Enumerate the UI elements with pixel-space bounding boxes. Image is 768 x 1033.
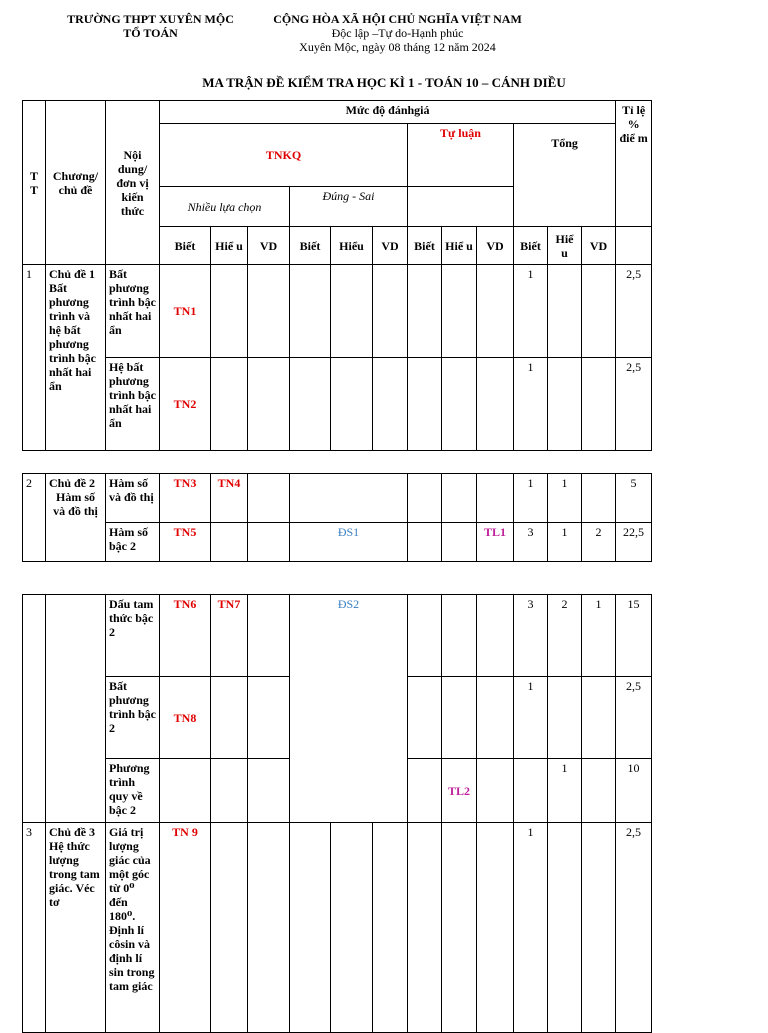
mcq-biet-cell: TN8: [160, 677, 211, 759]
col-header-chapter: Chương/ chủ đề: [46, 101, 106, 265]
national-motto: Độc lập –Tự do-Hạnh phúc: [331, 26, 464, 40]
school-name: TRƯỜNG THPT XUYÊN MỘC: [67, 12, 234, 26]
sub-header-biet: Biết: [408, 227, 442, 265]
tl-vd-cell: TL1: [477, 523, 514, 562]
true-false-cell: ĐS1: [290, 523, 408, 562]
mcq-hieu-cell: TN4: [211, 474, 248, 523]
col-header-mcq: Nhiều lựa chọn: [160, 187, 290, 227]
ratio-cell: 5: [616, 474, 652, 523]
row-content: Giá trị lượng giác của một góc từ 0⁰ đến 180⁰. Định lí côsin và định lí sin trong tam giác: [106, 823, 160, 1033]
sub-header-hieu: Hiể u: [548, 227, 582, 265]
col-header-ratio: Tỉ lệ % điể m: [616, 101, 652, 227]
sub-header-hieu: Hiể u: [442, 227, 477, 265]
col-header-tu-luan: Tự luận: [408, 124, 514, 187]
department-name: TỔ TOÁN: [123, 26, 178, 40]
tong-biet-cell: 1: [514, 474, 548, 523]
matrix-table-1: [22, 100, 652, 451]
sub-header-vd: VD: [477, 227, 514, 265]
tong-hieu-cell: 1: [548, 474, 582, 523]
tong-biet-cell: 1: [514, 358, 548, 451]
ratio-cell: 22,5: [616, 523, 652, 562]
mcq-biet-cell: TN2: [160, 358, 211, 451]
tong-hieu-cell: 1: [548, 523, 582, 562]
row-content: Bất phương trình bậc 2: [106, 677, 160, 759]
mcq-biet-cell: TN 9: [160, 823, 211, 1033]
mcq-biet-cell: TN3: [160, 474, 211, 523]
ratio-cell: 2,5: [616, 265, 652, 358]
mcq-biet-cell: TN1: [160, 265, 211, 358]
row-chapter: Chủ đề 1 Bất phương trình và hệ bất phương trình bậc nhất hai ẩn: [46, 265, 106, 451]
chapter-label: Chủ đề 2: [49, 476, 96, 490]
matrix-table-2: [22, 473, 652, 562]
ratio-cell: 2,5: [616, 358, 652, 451]
row-tt: 1: [23, 265, 46, 451]
col-header-tnkq: TNKQ: [160, 124, 408, 187]
ratio-empty: [616, 227, 652, 265]
sub-header-hieu: Hiểu: [331, 227, 373, 265]
row-tt: 2: [23, 474, 46, 562]
tong-vd-cell: 1: [582, 595, 616, 677]
col-header-true-false: Đúng - Sai: [290, 187, 408, 227]
sub-header-biet: Biết: [290, 227, 331, 265]
row-content: Dấu tam thức bậc 2: [106, 595, 160, 677]
tong-biet-cell: 3: [514, 523, 548, 562]
row-content: Hệ bất phương trình bậc nhất hai ẩn: [106, 358, 160, 451]
row-content: Phương trình quy về bậc 2: [106, 759, 160, 823]
col-header-content: Nội dung/ đơn vị kiến thức: [106, 101, 160, 265]
tong-biet-cell: 1: [514, 823, 548, 1033]
tong-hieu-cell: 2: [548, 595, 582, 677]
row-content: Hàm số bậc 2: [106, 523, 160, 562]
col-header-tt: T T: [23, 101, 46, 265]
ratio-cell: 10: [616, 759, 652, 823]
row-chapter: Chủ đề 3 Hệ thức lượng trong tam giác. Véc tơ: [46, 823, 106, 1033]
matrix-table-3: [22, 594, 652, 1033]
tong-hieu-cell: 1: [548, 759, 582, 823]
ratio-cell: 2,5: [616, 823, 652, 1033]
tong-biet-cell: 1: [514, 265, 548, 358]
row-content: Hàm số và đồ thị: [106, 474, 160, 523]
row-tt: 3: [23, 823, 46, 1033]
mcq-biet-cell: TN5: [160, 523, 211, 562]
mcq-hieu-cell: TN7: [211, 595, 248, 677]
chapter-topic: Hàm số và đồ thị: [53, 490, 98, 518]
national-title: CỘNG HÒA XÃ HỘI CHỦ NGHĨA VIỆT NAM: [273, 12, 522, 26]
page-title: MA TRẬN ĐỀ KIỂM TRA HỌC KÌ 1 - TOÁN 10 – CÁNH DIỀU: [202, 75, 566, 90]
tl-hieu-cell: TL2: [442, 759, 477, 823]
row-chapter: [46, 474, 106, 562]
col-header-level: Mức độ đánhgiá: [160, 101, 616, 124]
col-header-tong: Tổng: [514, 124, 616, 227]
col-header-tl-empty: [408, 187, 514, 227]
ratio-cell: 2,5: [616, 677, 652, 759]
tong-biet-cell: 1: [514, 677, 548, 759]
true-false-cell: ĐS2: [290, 595, 408, 823]
tong-vd-cell: 2: [582, 523, 616, 562]
ratio-cell: 15: [616, 595, 652, 677]
mcq-biet-cell: TN6: [160, 595, 211, 677]
sub-header-biet: Biết: [160, 227, 211, 265]
sub-header-hieu: Hiể u: [211, 227, 248, 265]
sub-header-biet: Biết: [514, 227, 548, 265]
sub-header-vd: VD: [248, 227, 290, 265]
sub-header-vd: VD: [373, 227, 408, 265]
tong-biet-cell: 3: [514, 595, 548, 677]
document-date: Xuyên Mộc, ngày 08 tháng 12 năm 2024: [299, 40, 496, 54]
row-content: Bất phương trình bậc nhất hai ẩn: [106, 265, 160, 358]
sub-header-vd: VD: [582, 227, 616, 265]
